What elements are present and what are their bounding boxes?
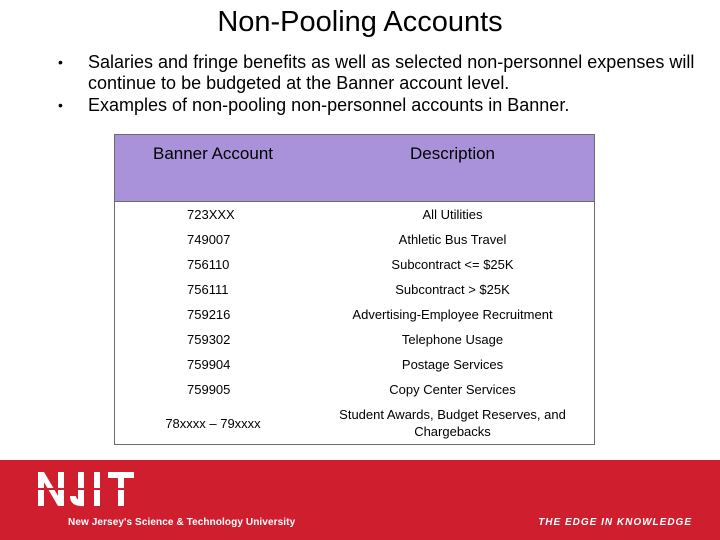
description-cell: Subcontract <= $25K bbox=[391, 257, 514, 272]
footer-slogan: THE EDGE IN KNOWLEDGE bbox=[538, 517, 692, 528]
account-cell: 756110 bbox=[187, 257, 230, 272]
table-row bbox=[115, 377, 595, 402]
description-cell: Student Awards, Budget Reserves, and Chargebacks bbox=[339, 407, 566, 439]
account-cell: 759216 bbox=[187, 307, 231, 322]
footer-tagline: New Jersey's Science & Technology University bbox=[68, 517, 296, 528]
footer-banner bbox=[0, 460, 720, 540]
header-banner-account: Banner Account bbox=[115, 135, 312, 202]
description-cell: Advertising-Employee Recruitment bbox=[352, 307, 553, 322]
slide-title: Non-Pooling Accounts bbox=[217, 6, 503, 38]
table-row bbox=[115, 227, 595, 252]
account-cell: 759302 bbox=[187, 332, 231, 347]
table-header-row bbox=[115, 135, 595, 202]
accounts-table bbox=[114, 134, 595, 445]
njit-logo-icon bbox=[34, 468, 174, 514]
account-cell: 756111 bbox=[187, 282, 229, 297]
table-row bbox=[115, 302, 595, 327]
table-row bbox=[115, 327, 595, 352]
header-description: Description bbox=[311, 135, 595, 202]
description-cell: All Utilities bbox=[311, 202, 595, 228]
description-cell: Postage Services bbox=[401, 357, 504, 372]
bullet-list bbox=[58, 52, 698, 116]
description-cell: Copy Center Services bbox=[389, 382, 516, 397]
table-row bbox=[115, 352, 595, 377]
description-cell: Telephone Usage bbox=[401, 332, 504, 347]
table-row bbox=[115, 277, 595, 302]
description-cell: Athletic Bus Travel bbox=[398, 232, 507, 247]
bullet-icon: • bbox=[58, 97, 63, 113]
description-cell: Subcontract > $25K bbox=[395, 282, 510, 297]
bullet-item bbox=[58, 95, 698, 116]
account-cell: 78xxxx – 79xxxx bbox=[165, 415, 261, 431]
bullet-text: Examples of non-pooling non-personnel accounts in Banner. bbox=[88, 95, 570, 115]
bullet-item bbox=[58, 52, 698, 94]
bullet-icon: • bbox=[58, 54, 63, 70]
table-row bbox=[115, 202, 595, 228]
account-cell: 759905 bbox=[187, 382, 231, 397]
account-cell: 759904 bbox=[187, 357, 231, 372]
table-row bbox=[115, 252, 595, 277]
bullet-text: Salaries and fringe benefits as well as selected non-personnel expenses will continue to be budgeted at the Banner account level. bbox=[88, 52, 695, 93]
account-cell: 723XXX bbox=[115, 202, 312, 228]
account-cell: 749007 bbox=[187, 232, 231, 247]
table-row bbox=[115, 402, 595, 445]
